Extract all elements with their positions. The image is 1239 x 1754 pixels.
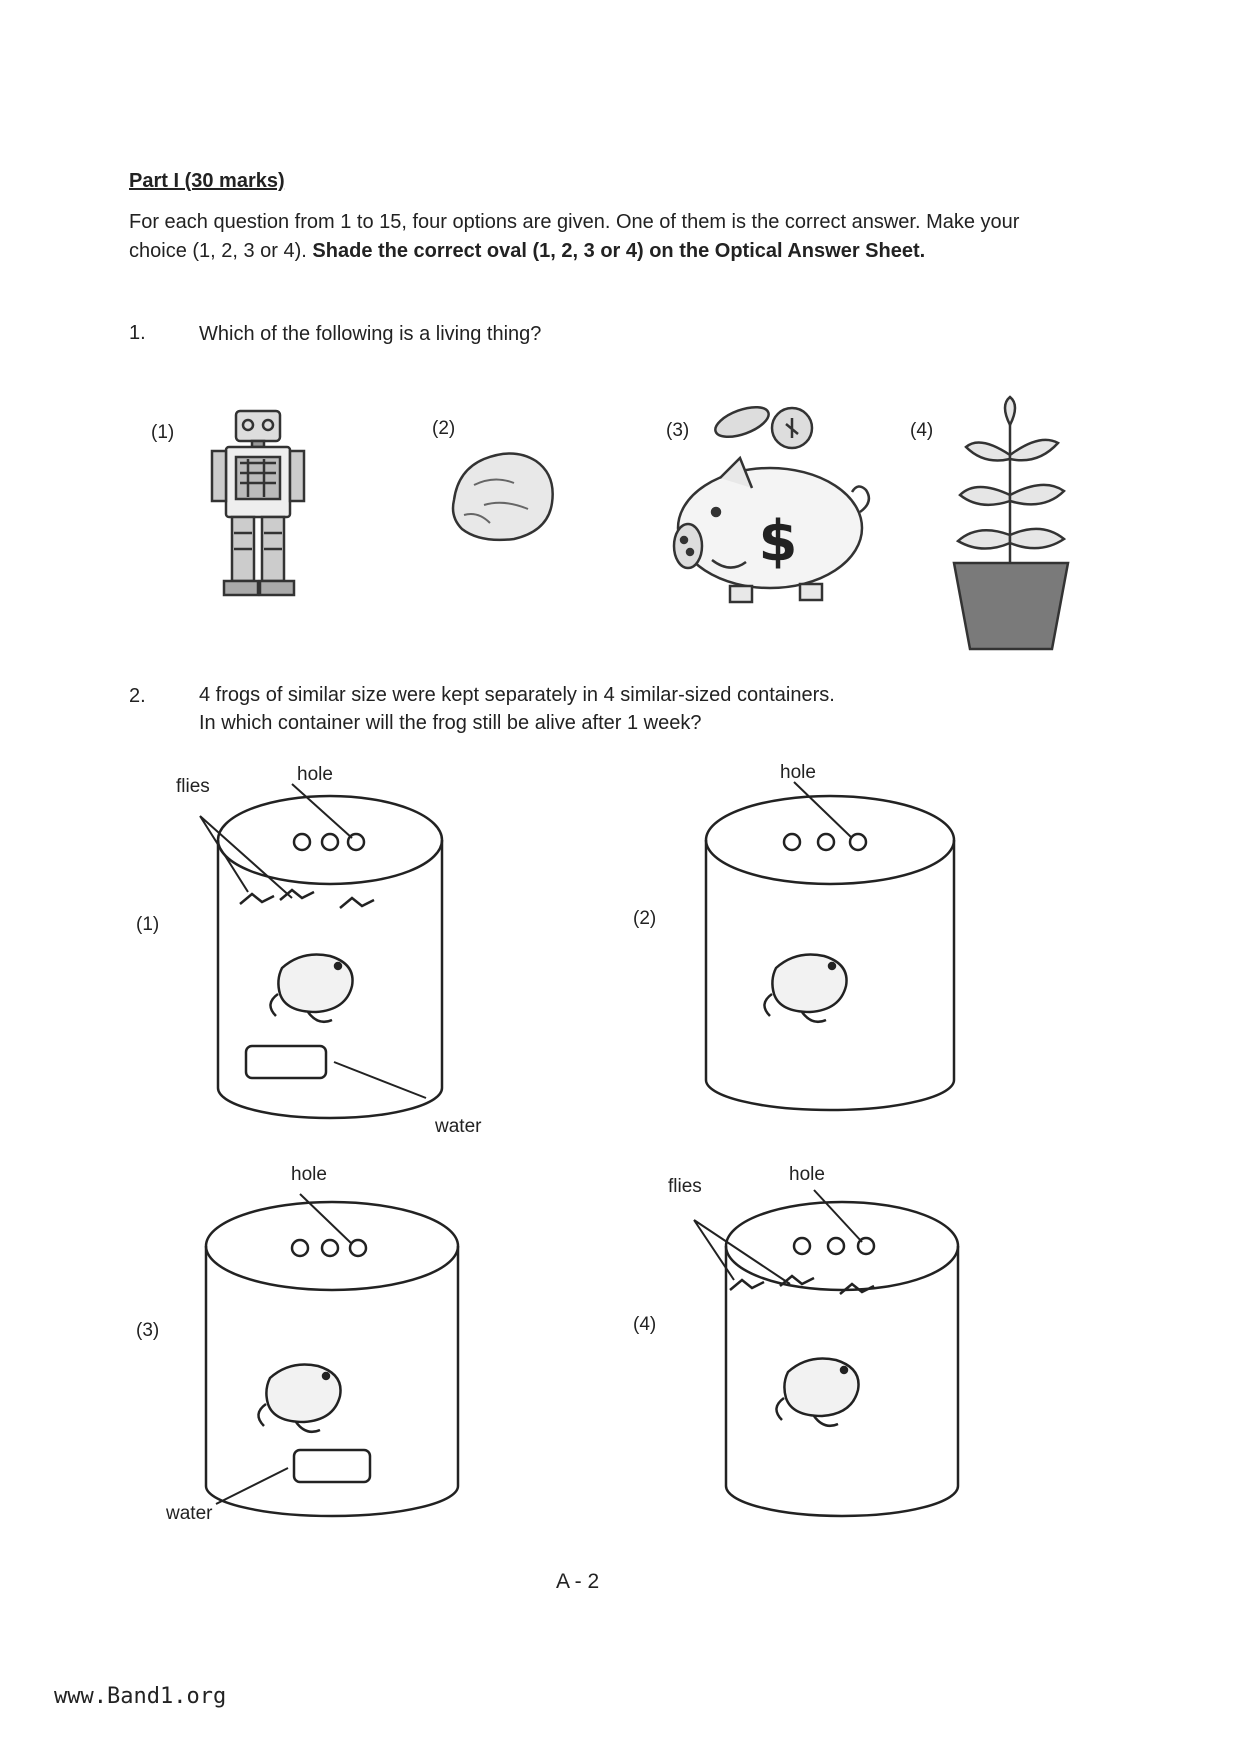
dollar-sign-icon: $ (758, 509, 798, 574)
fly-icon (240, 890, 374, 908)
frog-icon (784, 1359, 858, 1417)
section-heading: Part I (30 marks) (129, 170, 285, 192)
q1-option-4-label: (4) (910, 420, 934, 441)
question-2-number: 2. (129, 685, 146, 707)
container-2-drawing (680, 780, 980, 1120)
frog-icon (772, 955, 846, 1013)
frog-icon (278, 955, 352, 1013)
instructions-bold-text: Shade the correct oval (1, 2, 3 or 4) on the Optical Answer Sheet. (312, 240, 926, 262)
container-4-hole-label: hole (789, 1164, 825, 1185)
piggy-bank-picture (660, 400, 880, 610)
container-2-label: (2) (633, 908, 657, 929)
container-1-label: (1) (136, 914, 160, 935)
container-1-water-label: water (435, 1116, 482, 1137)
robot-toy-picture (208, 403, 318, 603)
question-2-text-line-1: 4 frogs of similar size were kept separately in 4 similar-sized containers. (199, 684, 835, 706)
container-4-flies-label: flies (668, 1176, 702, 1197)
container-3-label: (3) (136, 1320, 160, 1341)
footer-website: www.Band1.org (54, 1684, 227, 1709)
frog-icon (266, 1365, 340, 1423)
container-3-hole-label: hole (291, 1164, 327, 1185)
rock-picture (444, 445, 564, 545)
container-1-drawing (180, 780, 510, 1120)
container-3-drawing (180, 1186, 490, 1526)
container-2-hole-label: hole (780, 762, 816, 783)
instructions-text: For each question from 1 to 15, four options are given. One of them is the correct answer. Make your choice (1, 2, 3 or 4). (129, 211, 1020, 262)
instructions (129, 208, 1029, 266)
q1-option-3-label: (3) (666, 420, 690, 441)
potted-plant-picture (940, 395, 1080, 655)
question-1-text: Which of the following is a living thing? (199, 323, 542, 345)
page-number: A - 2 (556, 1570, 600, 1593)
container-3-water-label: water (166, 1503, 213, 1524)
question-1-number: 1. (129, 322, 146, 344)
container-4-label: (4) (633, 1314, 657, 1335)
container-4-drawing (680, 1186, 980, 1526)
q1-option-2-label: (2) (432, 418, 456, 439)
question-2-text-line-2: In which container will the frog still be alive after 1 week? (199, 712, 702, 734)
container-1-flies-label: flies (176, 776, 210, 797)
container-1-hole-label: hole (297, 764, 333, 785)
q1-option-1-label: (1) (151, 422, 175, 443)
